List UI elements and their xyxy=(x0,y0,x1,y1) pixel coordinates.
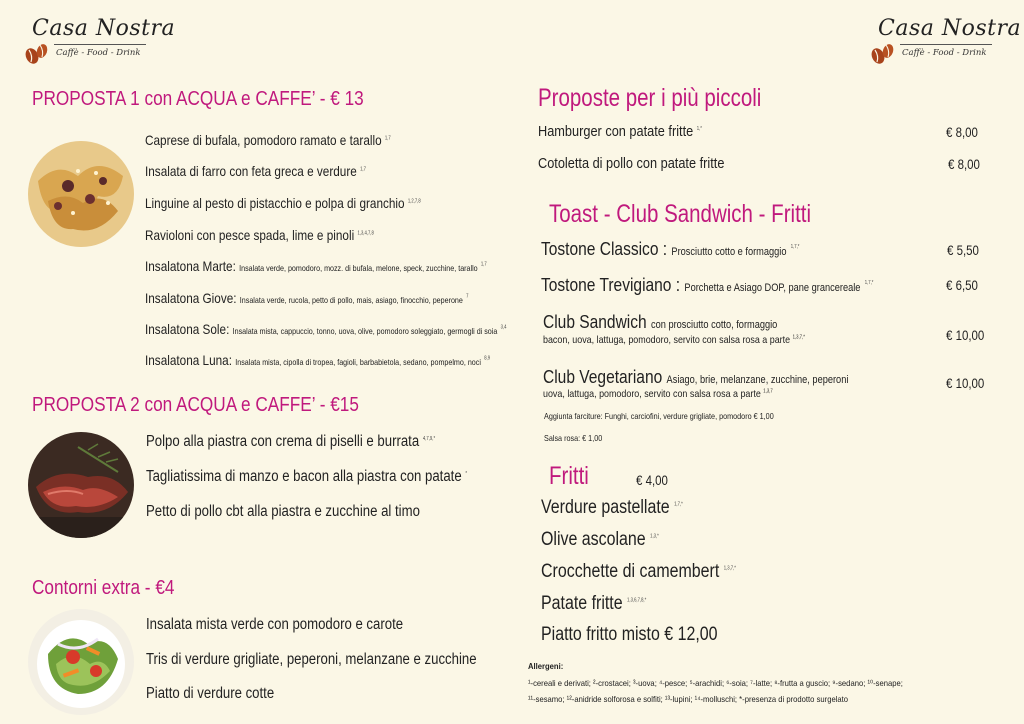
menu-item: Linguine al pesto di pistacchio e polpa di granchio $^{1,2,7,8}$ xyxy=(145,195,421,211)
salad-photo xyxy=(28,609,134,715)
menu-item: Insalata mista verde con pomodoro e carote xyxy=(146,616,404,633)
menu-item: Tostone Classico : Prosciutto cotto e formaggio $^{1,7,*}$ xyxy=(541,238,800,259)
allergen-title: Allergeni: xyxy=(528,661,564,671)
proposta1-title: PROPOSTA 1 con ACQUA e CAFFE’ - € 13 xyxy=(32,88,364,110)
menu-item: Tostone Trevigiano : Porchetta e Asiago DOP, pane grancereale $^{1,7,*}$ xyxy=(541,274,874,295)
menu-item: Polpo alla piastra con crema di piselli e burrata $^{4,7,9,*}$ xyxy=(146,433,436,450)
piccoli-title: Proposte per i più piccoli xyxy=(538,84,762,112)
logo-left xyxy=(24,16,176,68)
sauce-note: Salsa rosa: € 1,00 xyxy=(544,433,603,443)
menu-item: Ravioloni con pesce spada, lime e pinoli $^{1,3,4,7,8}$ xyxy=(145,227,374,243)
allergen-legend: ¹-cereali e derivati; ²-crostacei; ³-uova; ⁴-pesce; ⁵-arachidi; ⁶-soia; ⁷-latte; ⁸-frutta a guscio; ⁹-sedano; ¹⁰-senape; xyxy=(528,678,903,688)
fritti-price: € 4,00 xyxy=(636,473,668,488)
toast-title: Toast - Club Sandwich - Fritti xyxy=(549,200,812,228)
menu-item: Olive ascolane $^{1,3,*}$ xyxy=(541,529,659,550)
item-price: € 10,00 xyxy=(946,376,985,391)
logo-tagline: Caffè - Food - Drink xyxy=(902,48,987,58)
allergen-legend: ¹¹-sesamo; ¹²-anidride solforosa e solfiti; ¹³-lupini; ¹⁴-molluschi; *-presenza di prodotto surgelato xyxy=(528,694,849,704)
extras-note: Aggiunta farciture: Funghi, carciofini, verdure grigliate, pomodoro € 1,00 xyxy=(544,411,774,421)
item-description: uova, lattuga, pomodoro, servito con salsa rosa a parte $^{1,3,7}$ xyxy=(543,388,773,400)
menu-item: Insalatona Sole: Insalata mista, cappuccio, tonno, uova, olive, pomodoro soleggiato, germogli di soia $^{3,4}$ xyxy=(145,321,507,337)
coffee-beans-icon xyxy=(870,40,896,66)
logo-right xyxy=(870,16,1022,68)
item-price: € 8,00 xyxy=(948,157,980,172)
pasta-photo xyxy=(28,141,134,247)
logo-tagline: Caffè - Food - Drink xyxy=(56,48,141,58)
item-price: € 8,00 xyxy=(946,125,978,140)
logo-name: Casa Nostra xyxy=(32,16,176,41)
fritti-title: Fritti xyxy=(549,462,589,490)
menu-item: Piatto di verdure cotte xyxy=(146,685,275,702)
menu-item: Tagliatissima di manzo e bacon alla piastra con patate * xyxy=(146,468,467,485)
menu-item: Tris di verdure grigliate, peperoni, melanzane e zucchine xyxy=(146,651,477,668)
proposta2-title: PROPOSTA 2 con ACQUA e CAFFE’ - €15 xyxy=(32,394,359,416)
item-price: € 10,00 xyxy=(946,328,985,343)
coffee-beans-icon xyxy=(24,40,50,66)
menu-item: Piatto fritto misto € 12,00 xyxy=(541,624,718,645)
menu-item: Club Sandwich con prosciutto cotto, formaggio xyxy=(543,311,778,332)
logo-name: Casa Nostra xyxy=(878,16,1022,41)
menu-item: Patate fritte $^{1,3,6,7,8,*}$ xyxy=(541,593,647,614)
steak-photo xyxy=(28,432,134,538)
logo-divider xyxy=(54,44,146,45)
menu-item: Insalatona Luna: Insalata mista, cipolla di tropea, fagioli, barbabietola, sedano, pompelmo, noci $^{8,9}$ xyxy=(145,352,491,368)
item-description: bacon, uova, lattuga, pomodoro, servito con salsa rosa a parte $^{1,3,7,*}$ xyxy=(543,334,805,346)
menu-item: Cotoletta di pollo con patate fritte xyxy=(538,155,725,172)
menu-item: Caprese di bufala, pomodoro ramato e tarallo $^{1,7}$ xyxy=(145,132,391,148)
contorni-title: Contorni extra - €4 xyxy=(32,577,175,599)
menu-item: Insalatona Giove: Insalata verde, rucola, petto di pollo, mais, asiago, finocchio, peperone $^7$ xyxy=(145,290,469,306)
menu-item: Club Vegetariano Asiago, brie, melanzane, zucchine, peperoni xyxy=(543,366,849,387)
menu-item: Hamburger con patate fritte $^{1,*}$ xyxy=(538,123,702,140)
menu-item: Verdure pastellate $^{1,7,*}$ xyxy=(541,497,683,518)
menu-item: Petto di pollo cbt alla piastra e zucchine al timo xyxy=(146,503,420,520)
logo-divider xyxy=(900,44,992,45)
menu-item: Insalatona Marte: Insalata verde, pomodoro, mozz. di bufala, melone, speck, zucchine, tarallo $^{1,7}$ xyxy=(145,258,487,274)
menu-item: Crocchette di camembert $^{1,3,7,*}$ xyxy=(541,561,736,582)
item-price: € 5,50 xyxy=(947,243,979,258)
item-price: € 6,50 xyxy=(946,278,978,293)
menu-item: Insalata di farro con feta greca e verdure $^{1,7}$ xyxy=(145,163,366,179)
